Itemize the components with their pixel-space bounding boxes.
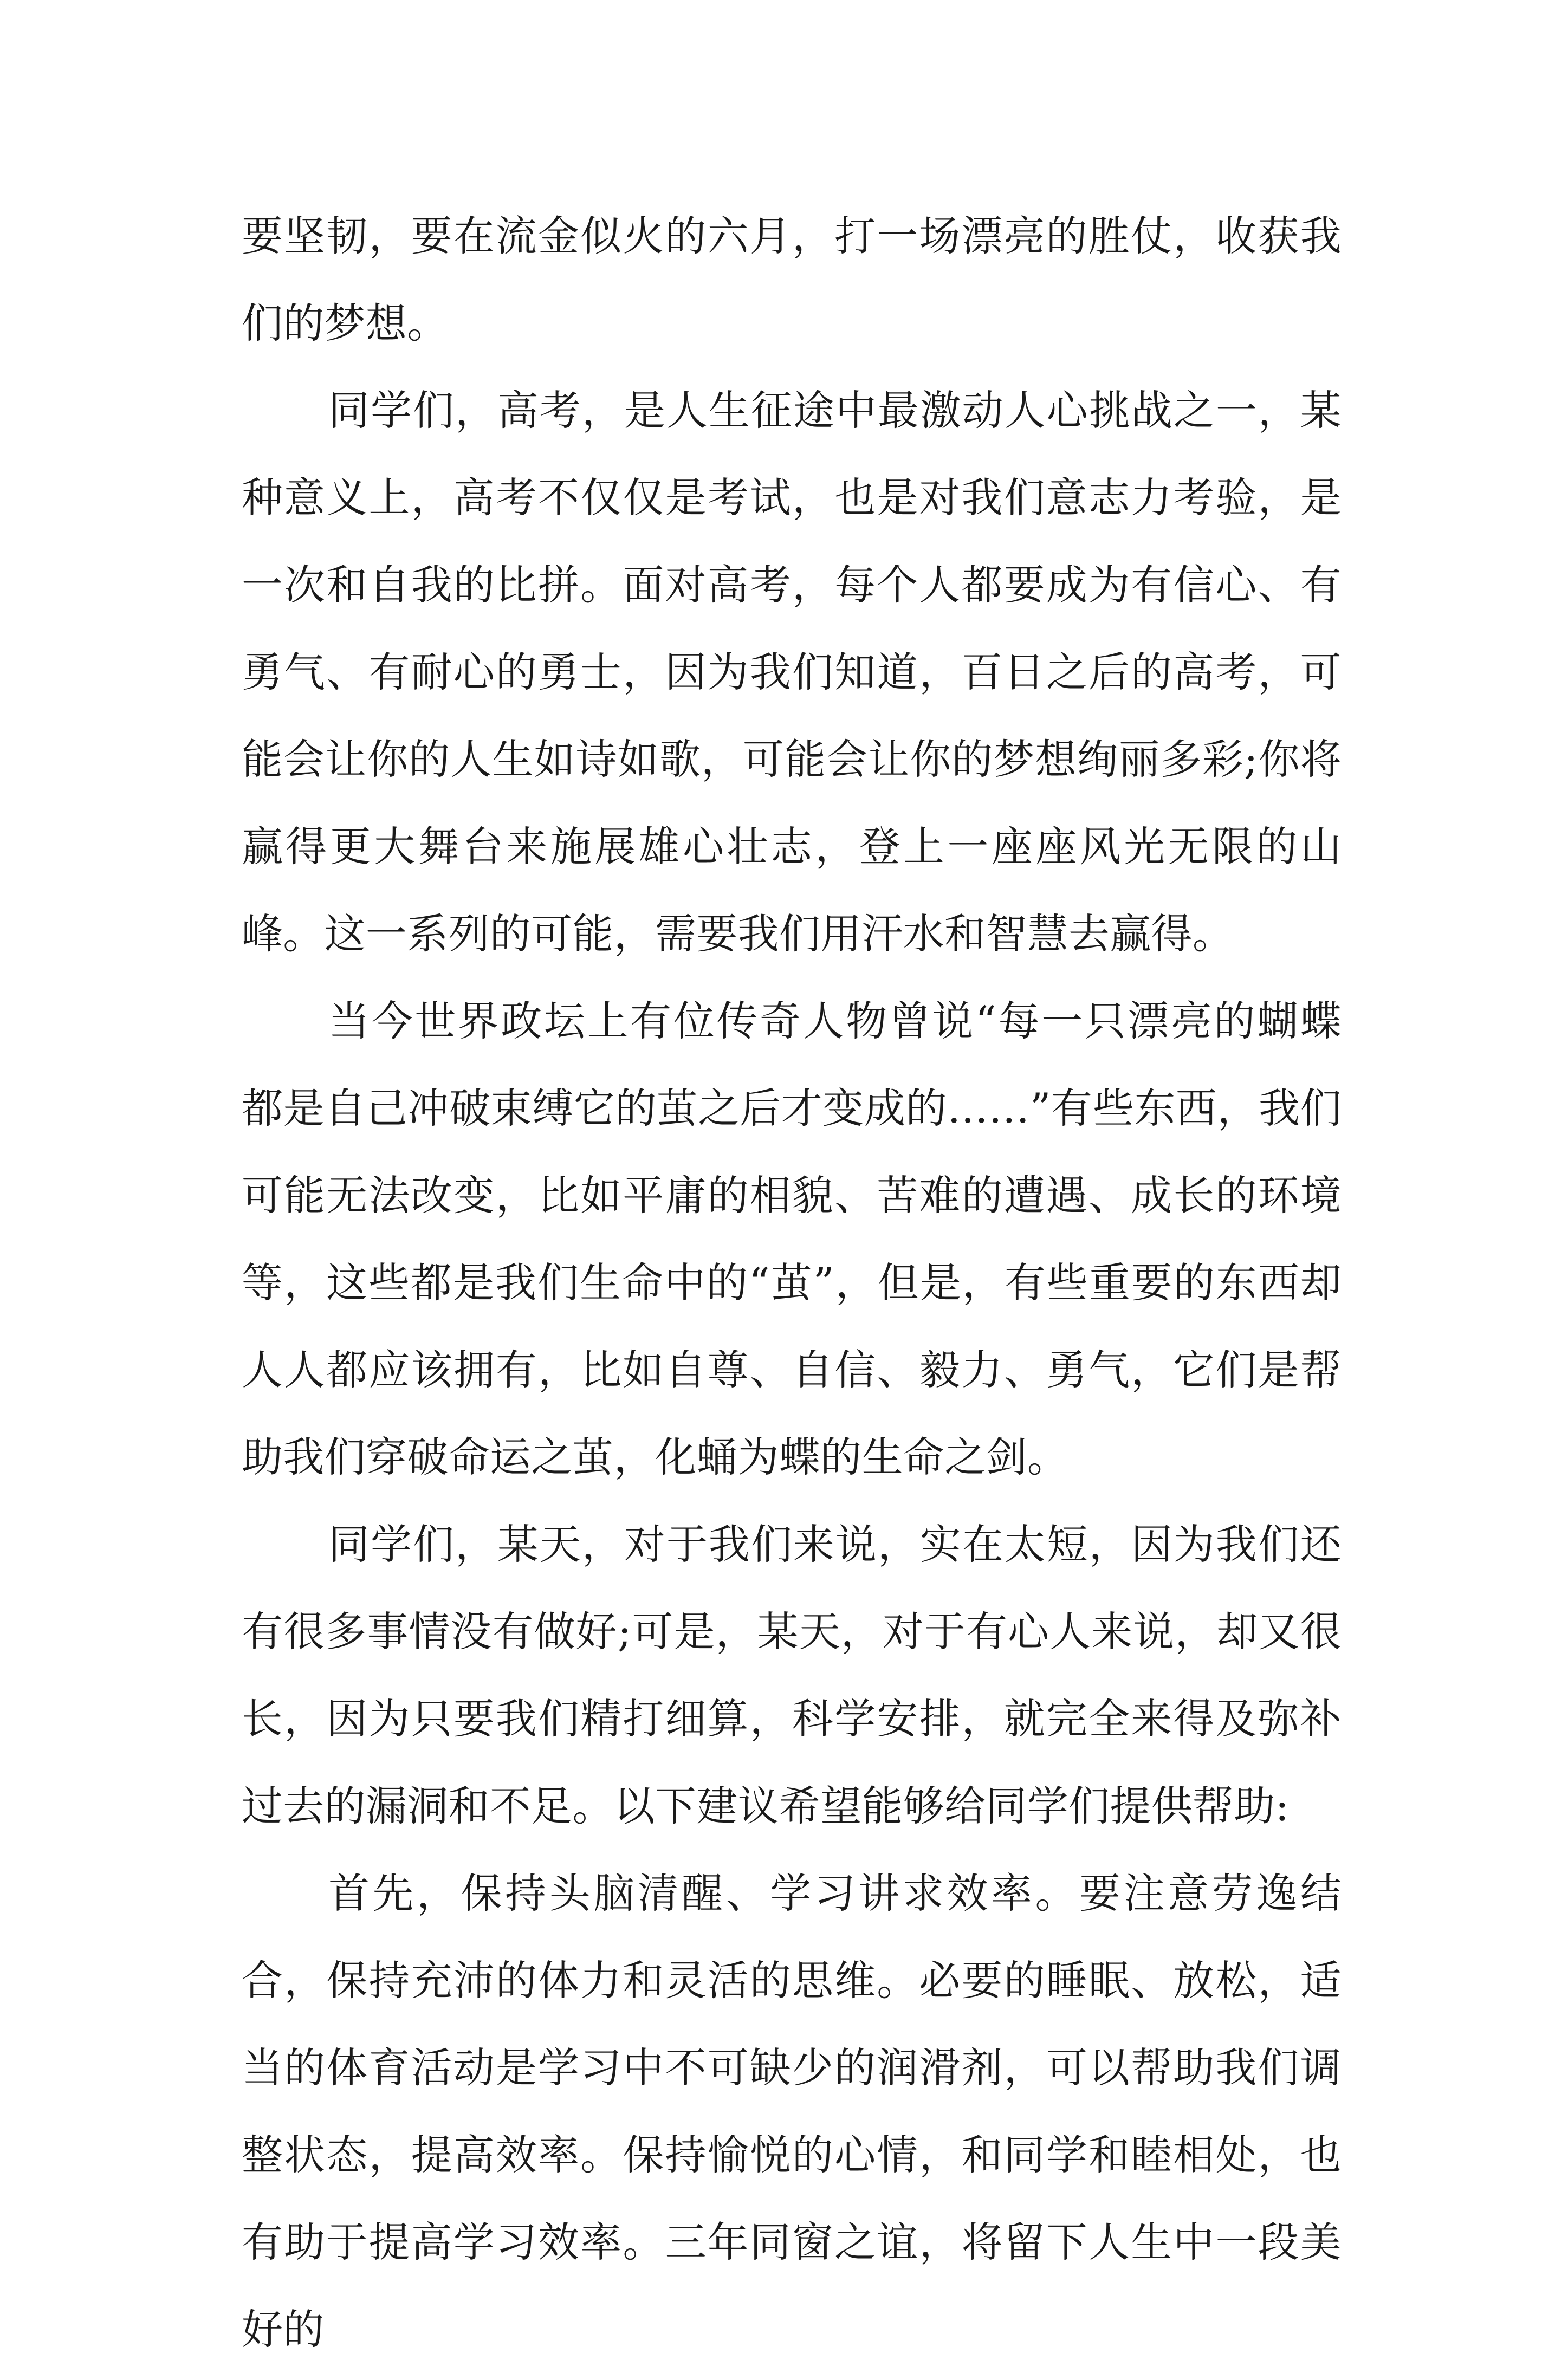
document-body: [242, 192, 1342, 2373]
paragraph-first-advice: 首先，保持头脑清醒、学习讲求效率。要注意劳逸结合，保持充沛的体力和灵活的思维。必要的睡眠、放松，适当的体育活动是学习中不可缺少的润滑剂，可以帮助我们调整状态，提高效率。保持愉悦的心情，和同学和睦相处，也有助于提高学习效率。三年同窗之谊，将留下人生中一段美好的: [242, 1869, 1342, 2353]
paragraph-butterfly-quote: 当今世界政坛上有位传奇人物曾说“每一只漂亮的蝴蝶都是自己冲破束缚它的茧之后才变成的……”有些东西，我们可能无法改变，比如平庸的相貌、苦难的遭遇、成长的环境等，这些都是我们生命中的“茧”，但是，有些重要的东西却人人都应该拥有，比如自尊、自信、毅力、勇气，它们是帮助我们穿破命运之茧，化蛹为蝶的生命之剑。: [242, 997, 1342, 1481]
paragraph-gaokao-challenge: 同学们，高考，是人生征途中最激动人心挑战之一，某种意义上，高考不仅仅是考试，也是对我们意志力考验，是一次和自我的比拼。面对高考，每个人都要成为有信心、有勇气、有耐心的勇士，因为我们知道，百日之后的高考，可能会让你的人生如诗如歌，可能会让你的梦想绚丽多彩;你将赢得更大舞台来施展雄心壮志，登上一座座风光无限的山峰。这一系列的可能，需要我们用汗水和智慧去赢得。: [242, 386, 1342, 958]
paragraph-time-planning: 同学们，某天，对于我们来说，实在太短，因为我们还有很多事情没有做好;可是，某天，对于有心人来说，却又很长，因为只要我们精打细算，科学安排，就完全来得及弥补过去的漏洞和不足。以下建议希望能够给同学们提供帮助:: [242, 1520, 1342, 1830]
paragraph-continuation: 要坚韧，要在流金似火的六月，打一场漂亮的胜仗，收获我们的梦想。: [242, 212, 1342, 347]
